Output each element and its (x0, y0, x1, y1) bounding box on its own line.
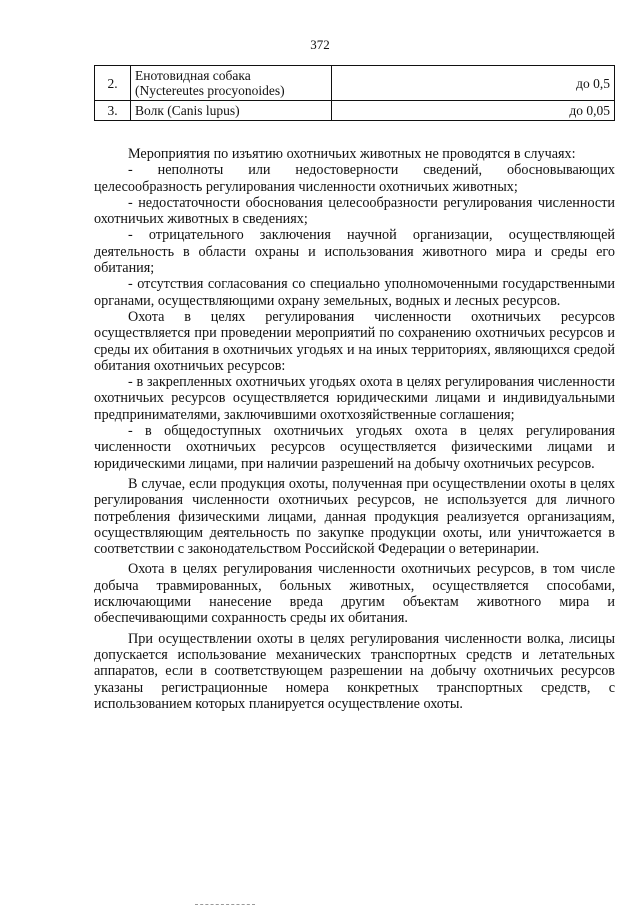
table-row (95, 101, 615, 121)
species-name-cell (131, 101, 332, 121)
table-row (95, 66, 615, 101)
scan-artifact-line (195, 904, 255, 905)
species-limit: до 0,05 (332, 101, 615, 121)
species-table (94, 65, 615, 121)
list-item: - в общедоступных охотничьих угодьях охота в целях регулирования численности охотничьих ресурсов осуществляется физическими лицами и юридическими лицами, при наличии разрешений на добычу охотничьих ресурсов. (94, 423, 615, 472)
paragraph: В случае, если продукция охоты, полученная при осуществлении охоты в целях регулирования численности охотничьих ресурсов, не используется для личного потребления физическими лицами, данная продукция реализуется организациям, осуществляющим деятельность по закупке продукции охоты, или уничтожается в соответствии с законодательством Российской Федерации о ветеринарии. (94, 475, 615, 558)
document-body (94, 146, 615, 712)
list-item: - в закрепленных охотничьих угодьях охота в целях регулирования численности охотничьих ресурсов осуществляется юридическими лицами и индивидуальными предпринимателями, заключившими охотхозяйственные соглашения; (94, 374, 615, 423)
list-item: - отрицательного заключения научной организации, осуществляющей деятельность в области охраны и использования животного мира и среды его обитания; (94, 227, 615, 277)
species-name: Енотовидная собака (135, 68, 251, 83)
paragraph: При осуществлении охоты в целях регулирования численности волка, лисицы допускается использование механических транспортных средств и летательных аппаратов, если в соответствующем разрешении на добычу охотничьих ресурсов указаны регистрационные номера конкретных транспортных средств, с использованием которых планируется осуществление охоты. (94, 630, 615, 712)
row-number: 2. (95, 66, 131, 101)
species-name-cell (131, 66, 332, 101)
row-number: 3. (95, 101, 131, 121)
paragraph-intro: Мероприятия по изъятию охотничьих животных не проводятся в случаях: (128, 146, 576, 162)
paragraph: Охота в целях регулирования численности охотничьих ресурсов, в том числе добыча травмированных, больных животных, осуществляется способами, исключающими нанесение вреда другим объектам животного мира и обеспечивающими сохранность среды их обитания. (94, 561, 615, 627)
species-limit: до 0,5 (332, 66, 615, 101)
species-latin-name: (Nyctereutes procyonoides) (135, 83, 285, 98)
list-item: - недостаточности обоснования целесообразности регулирования численности охотничьих животных в сведениях; (94, 194, 615, 228)
page-number: 372 (310, 37, 330, 52)
list-item: - отсутствия согласования со специально уполномоченными государственными органами, осуществляющими охрану земельных, водных и лесных ресурсов. (94, 276, 615, 309)
list-item: - неполноты или недостоверности сведений, обосновывающих целесообразность регулирования численности охотничьих животных; (94, 162, 615, 195)
species-name: Волк (Canis lupus) (135, 103, 240, 118)
paragraph: Охота в целях регулирования численности охотничьих ресурсов осуществляется при проведении мероприятий по сохранению охотничьих ресурсов и среды их обитания в охотничьих угодьях и на иных территориях, являющихся средой обитания охотничьих ресурсов: (94, 308, 615, 374)
